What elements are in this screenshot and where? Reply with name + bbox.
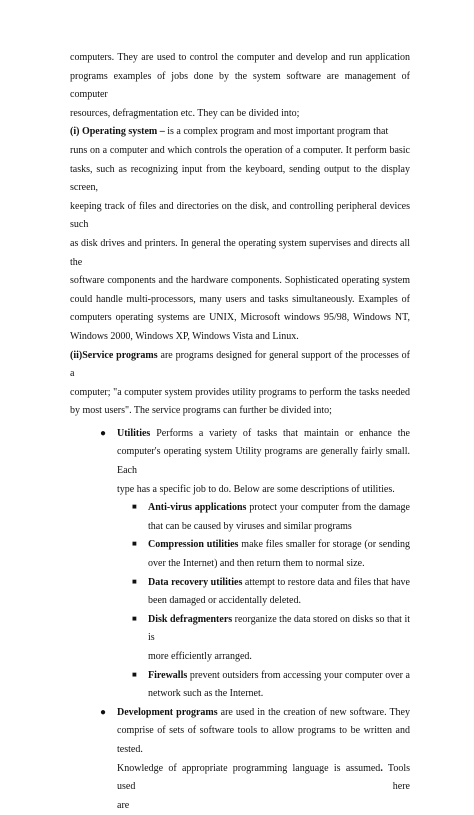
sub-item-line: over the Internet) and then return them to normal size. (148, 558, 365, 570)
service-heading: (ii)Service programs (70, 349, 158, 361)
os-heading: (i) Operating system – (70, 126, 165, 138)
sub-item-text: reorganize the data stored on disks so that it is (148, 613, 410, 644)
sub-item-text: attempt to restore data and files that have (242, 576, 410, 588)
sub-item-line (148, 667, 410, 686)
body-text (70, 49, 410, 815)
sub-item-line: network such as the Internet. (148, 688, 264, 700)
service-text: are programs designed for general support of the processes of a (70, 349, 410, 380)
os-text: is a complex program and most important program that (164, 126, 389, 138)
utilities-line: computer's operating system Utility programs are generally fairly small. Each (117, 446, 410, 477)
list-item-data-recovery (70, 574, 410, 611)
sub-item-line: that can be caused by viruses and similar programs (148, 520, 352, 532)
list-item-compression (70, 536, 410, 573)
development-text: Knowledge of appropriate programming language is assumed (117, 762, 381, 774)
list-item-development (70, 704, 410, 815)
sub-item-line: more efficiently arranged. (148, 651, 252, 662)
os-line: software components and the hardware components. Sophisticated operating system (70, 275, 410, 287)
sub-item-line (148, 611, 410, 648)
development-title: Development programs (117, 706, 218, 718)
sub-item-line (148, 574, 410, 593)
intro-line: computers. They are used to control the computer and develop and run application (70, 52, 410, 63)
sub-item-title: Compression utilities (148, 539, 239, 551)
development-line (117, 704, 410, 723)
square-bullet-icon: ■ (132, 502, 137, 512)
service-line: by most users". The service programs can further be divided into; (70, 405, 332, 417)
os-paragraph-first-line (70, 123, 410, 142)
os-line: Windows 2000, Windows XP, Windows Vista and Linux. (70, 330, 299, 342)
os-line: tasks, such as recognizing input from the keyboard, sending output to the display screen, (70, 163, 410, 194)
utilities-line: type has a specific job to do. Below are some descriptions of utilities. (117, 483, 395, 495)
development-text: Tools used here (117, 762, 410, 793)
os-line: keeping track of files and directories on the disk, and controlling peripheral devices such (70, 200, 410, 231)
intro-line: resources, defragmentation etc. They can be divided into; (70, 107, 300, 119)
square-bullet-icon: ■ (132, 539, 137, 549)
os-line: could handle multi-processors, many users and tasks simultaneously. Examples of (70, 293, 410, 305)
sub-item-title: Anti-virus applications (148, 502, 247, 514)
sub-item-title: Data recovery utilities (148, 576, 243, 588)
development-list (70, 704, 410, 815)
utilities-text: Performs a variety of tasks that maintain or enhance the (150, 427, 410, 439)
development-line (117, 760, 410, 797)
development-line: are (117, 799, 130, 811)
square-bullet-icon: ■ (132, 669, 137, 679)
sub-item-title: Firewalls (148, 669, 188, 681)
sub-item-title: Disk defragmenters (148, 613, 233, 625)
list-item-anti-virus (70, 499, 410, 536)
list-item-disk-defragmenters (70, 611, 410, 667)
service-line: computer; "a computer system provides utility programs to perform the tasks needed (70, 386, 410, 398)
sub-item-line (148, 499, 410, 518)
sub-item-line (148, 536, 410, 555)
development-line: comprise of sets of software tools to allow programs to be written and tested. (117, 725, 410, 755)
sub-item-text: protect your computer from the damage (246, 502, 410, 514)
sub-item-text: make files smaller for storage (or sending (238, 539, 410, 551)
utilities-title: Utilities (117, 427, 151, 439)
round-bullet-icon: ● (100, 706, 107, 718)
os-line: computers operating systems are UNIX, Microsoft windows 95/98, Windows NT, (70, 312, 410, 324)
utilities-sub-list (70, 499, 410, 704)
development-bold-period: . (380, 762, 383, 774)
os-line: as disk drives and printers. In general the operating system supervises and directs all the (70, 237, 410, 268)
sub-item-text: prevent outsiders from accessing your computer over a (187, 669, 410, 681)
square-bullet-icon: ■ (132, 613, 137, 623)
list-item-firewalls (70, 667, 410, 704)
service-paragraph-first-line (70, 347, 410, 384)
list-item-utilities (70, 425, 410, 499)
os-line: runs on a computer and which controls the operation of a computer. It perform basic (70, 144, 410, 156)
round-bullet-icon: ● (100, 427, 107, 439)
intro-line: programs examples of jobs done by the system software are management of computer (70, 70, 410, 101)
development-text: are used in the creation of new software. They (217, 706, 410, 718)
sub-item-line: been damaged or accidentally deleted. (148, 595, 301, 607)
service-program-list (70, 425, 410, 499)
utilities-line (117, 425, 410, 444)
square-bullet-icon: ■ (132, 576, 137, 586)
